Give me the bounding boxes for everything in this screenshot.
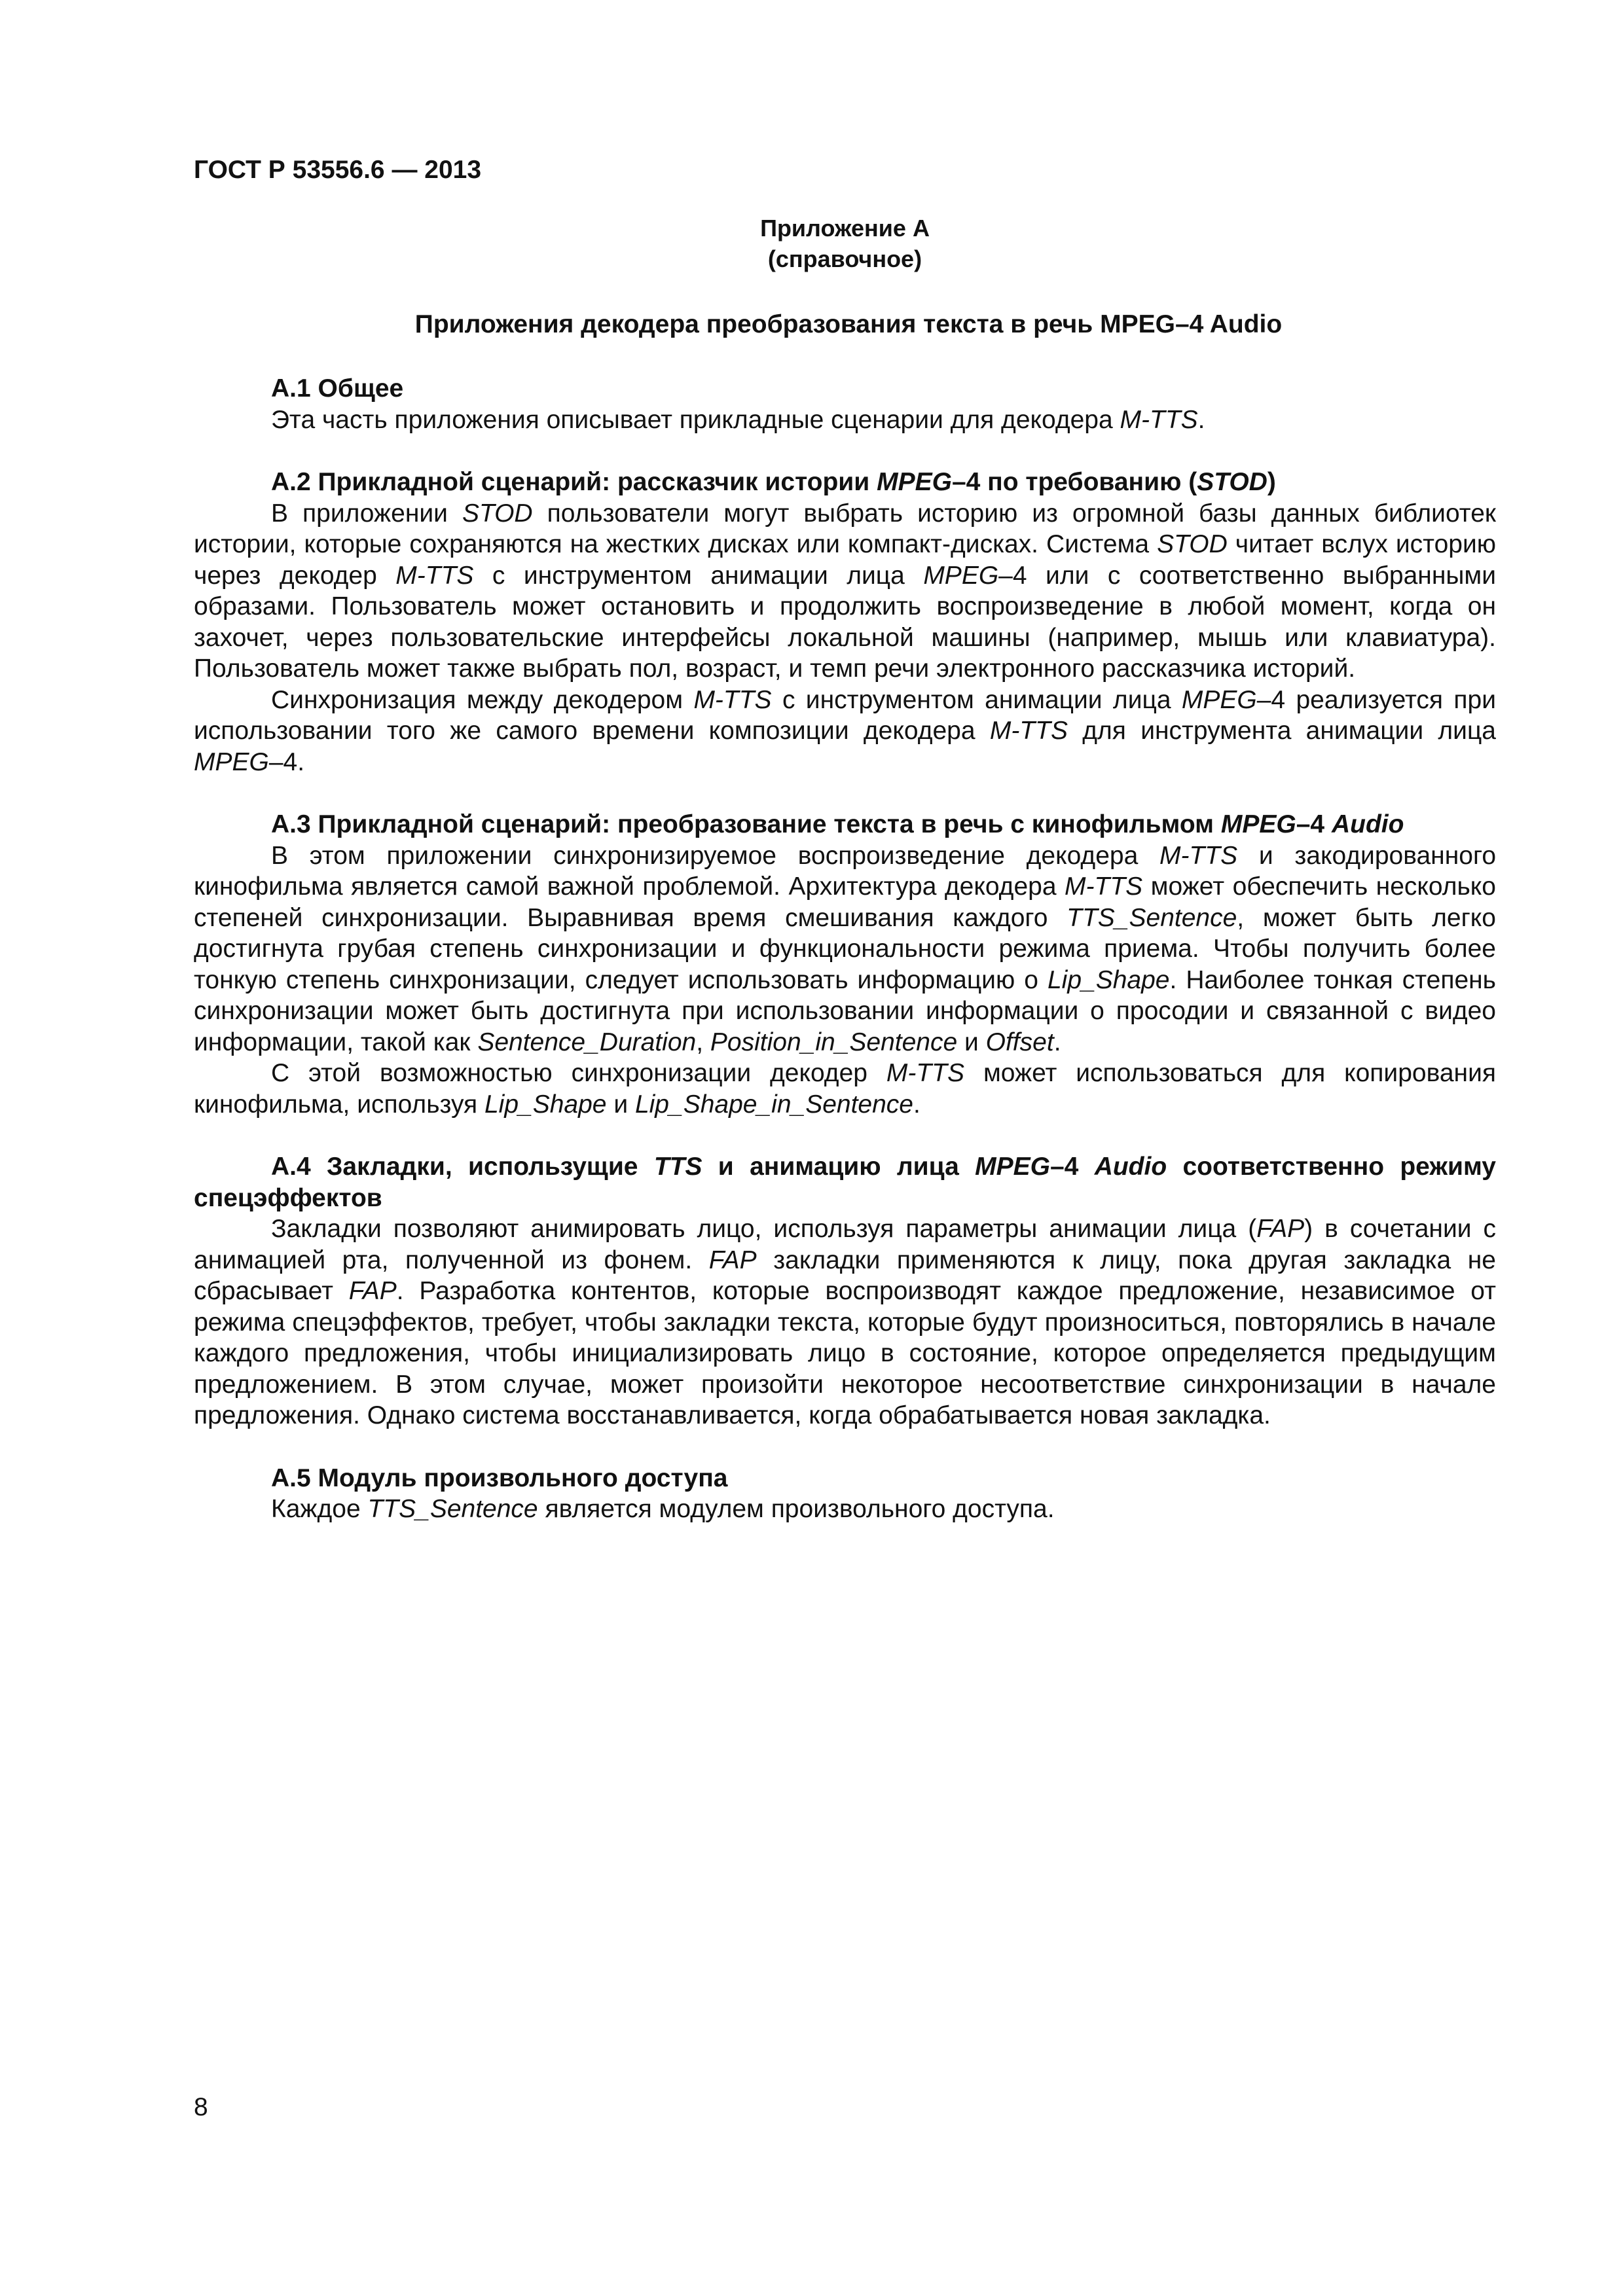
document-body [194, 373, 1496, 1556]
appendix-label-block [194, 213, 1496, 274]
section-a5 [194, 1463, 1496, 1525]
document-title: Приложения декодера преобразования текста в речь MPEG–4 Audio [414, 310, 1283, 338]
page-number: 8 [194, 2093, 208, 2121]
section-paragraph: Синхронизация между декодером M-TTS с инструментом анимации лица MPEG–4 реализуется при использовании того же самого времени композиции декодера M-TTS для инструмента анимации лица MPEG–4. [194, 685, 1496, 776]
section-heading: А.2 Прикладной сценарий: рассказчик истории MPEG–4 по требованию (STOD) [271, 468, 1276, 496]
appendix-label: Приложение А [760, 215, 930, 242]
appendix-type: (справочное) [767, 245, 922, 272]
section-heading: А.4 Закладки, использущие TTS и анимацию лица MPEG–4 Audio соответственно режиму спецэффектов [194, 1153, 1496, 1212]
section-a3 [194, 809, 1496, 1120]
section-paragraph: В этом приложении синхронизируемое воспроизведение декодера M-TTS и закодированного кинофильма является самой важной проблемой. Архитектура декодера M-TTS может обеспечить несколько степеней синхронизации. Выравнивая время смешивания каждого TTS_Sentence, может быть легко достигнута грубая степень синхронизации и функциональности режима приема. Чтобы получить более тонкую степень синхронизации, следует использовать информацию о Lip_Shape. Наиболее тонкая степень синхронизации может быть достигнута при использовании информации о просодии и связанной с видео информации, такой как Sentence_Duration, Position_in_Sentence и Offset. [194, 841, 1497, 1056]
section-a4 [194, 1151, 1496, 1431]
section-paragraph: Каждое TTS_Sentence является модулем произвольного доступа. [271, 1495, 1055, 1523]
section-heading: А.1 Общее [271, 374, 404, 403]
section-heading: А.5 Модуль произвольного доступа [271, 1463, 728, 1492]
section-paragraph: С этой возможностью синхронизации декодер M-TTS может использоваться для копирования кинофильма, используя Lip_Shape и Lip_Shape_in_Sentence. [194, 1059, 1496, 1119]
section-a1 [194, 373, 1496, 435]
section-heading: А.3 Прикладной сценарий: преобразование текста в речь с кинофильмом MPEG–4 Audio [271, 810, 1404, 838]
section-paragraph: Эта часть приложения описывает прикладные сценарии для декодера M-TTS. [271, 405, 1205, 434]
section-paragraph: Закладки позволяют анимировать лицо, используя параметры анимации лица (FAP) в сочетании с анимацией рта, полученной из фонем. FAP закладки применяются к лицу, пока другая закладка не сбрасывает FAP. Разработка контентов, которые воспроизводят каждое предложение, независимое от режима спецэффектов, требует, чтобы закладки текста, которые будут произноситься, повторялись в начале каждого предложения, чтобы инициализировать лицо в состояние, которое определяется предыдущим предложением. В этом случае, может произойти некоторое несоответствие синхронизации в начале предложения. Однако система восстанавливается, когда обрабатывается новая закладка. [194, 1215, 1497, 1429]
standard-header: ГОСТ Р 53556.6 — 2013 [194, 156, 482, 184]
section-a2 [194, 467, 1496, 778]
section-paragraph: В приложении STOD пользователи могут выбрать историю из огромной базы данных библиотек истории, которые сохраняются на жестких дисках или компакт-дисках. Система STOD читает вслух историю через декодер M-TTS с инструментом анимации лица MPEG–4 или с соответственно выбранными образами. Пользователь может остановить и продолжить воспроизведение в любой момент, когда он захочет, через пользовательские интерфейсы локальной машины (например, мышь или клавиатура). Пользователь может также выбрать пол, возраст, и темп речи электронного рассказчика историй. [194, 499, 1496, 683]
